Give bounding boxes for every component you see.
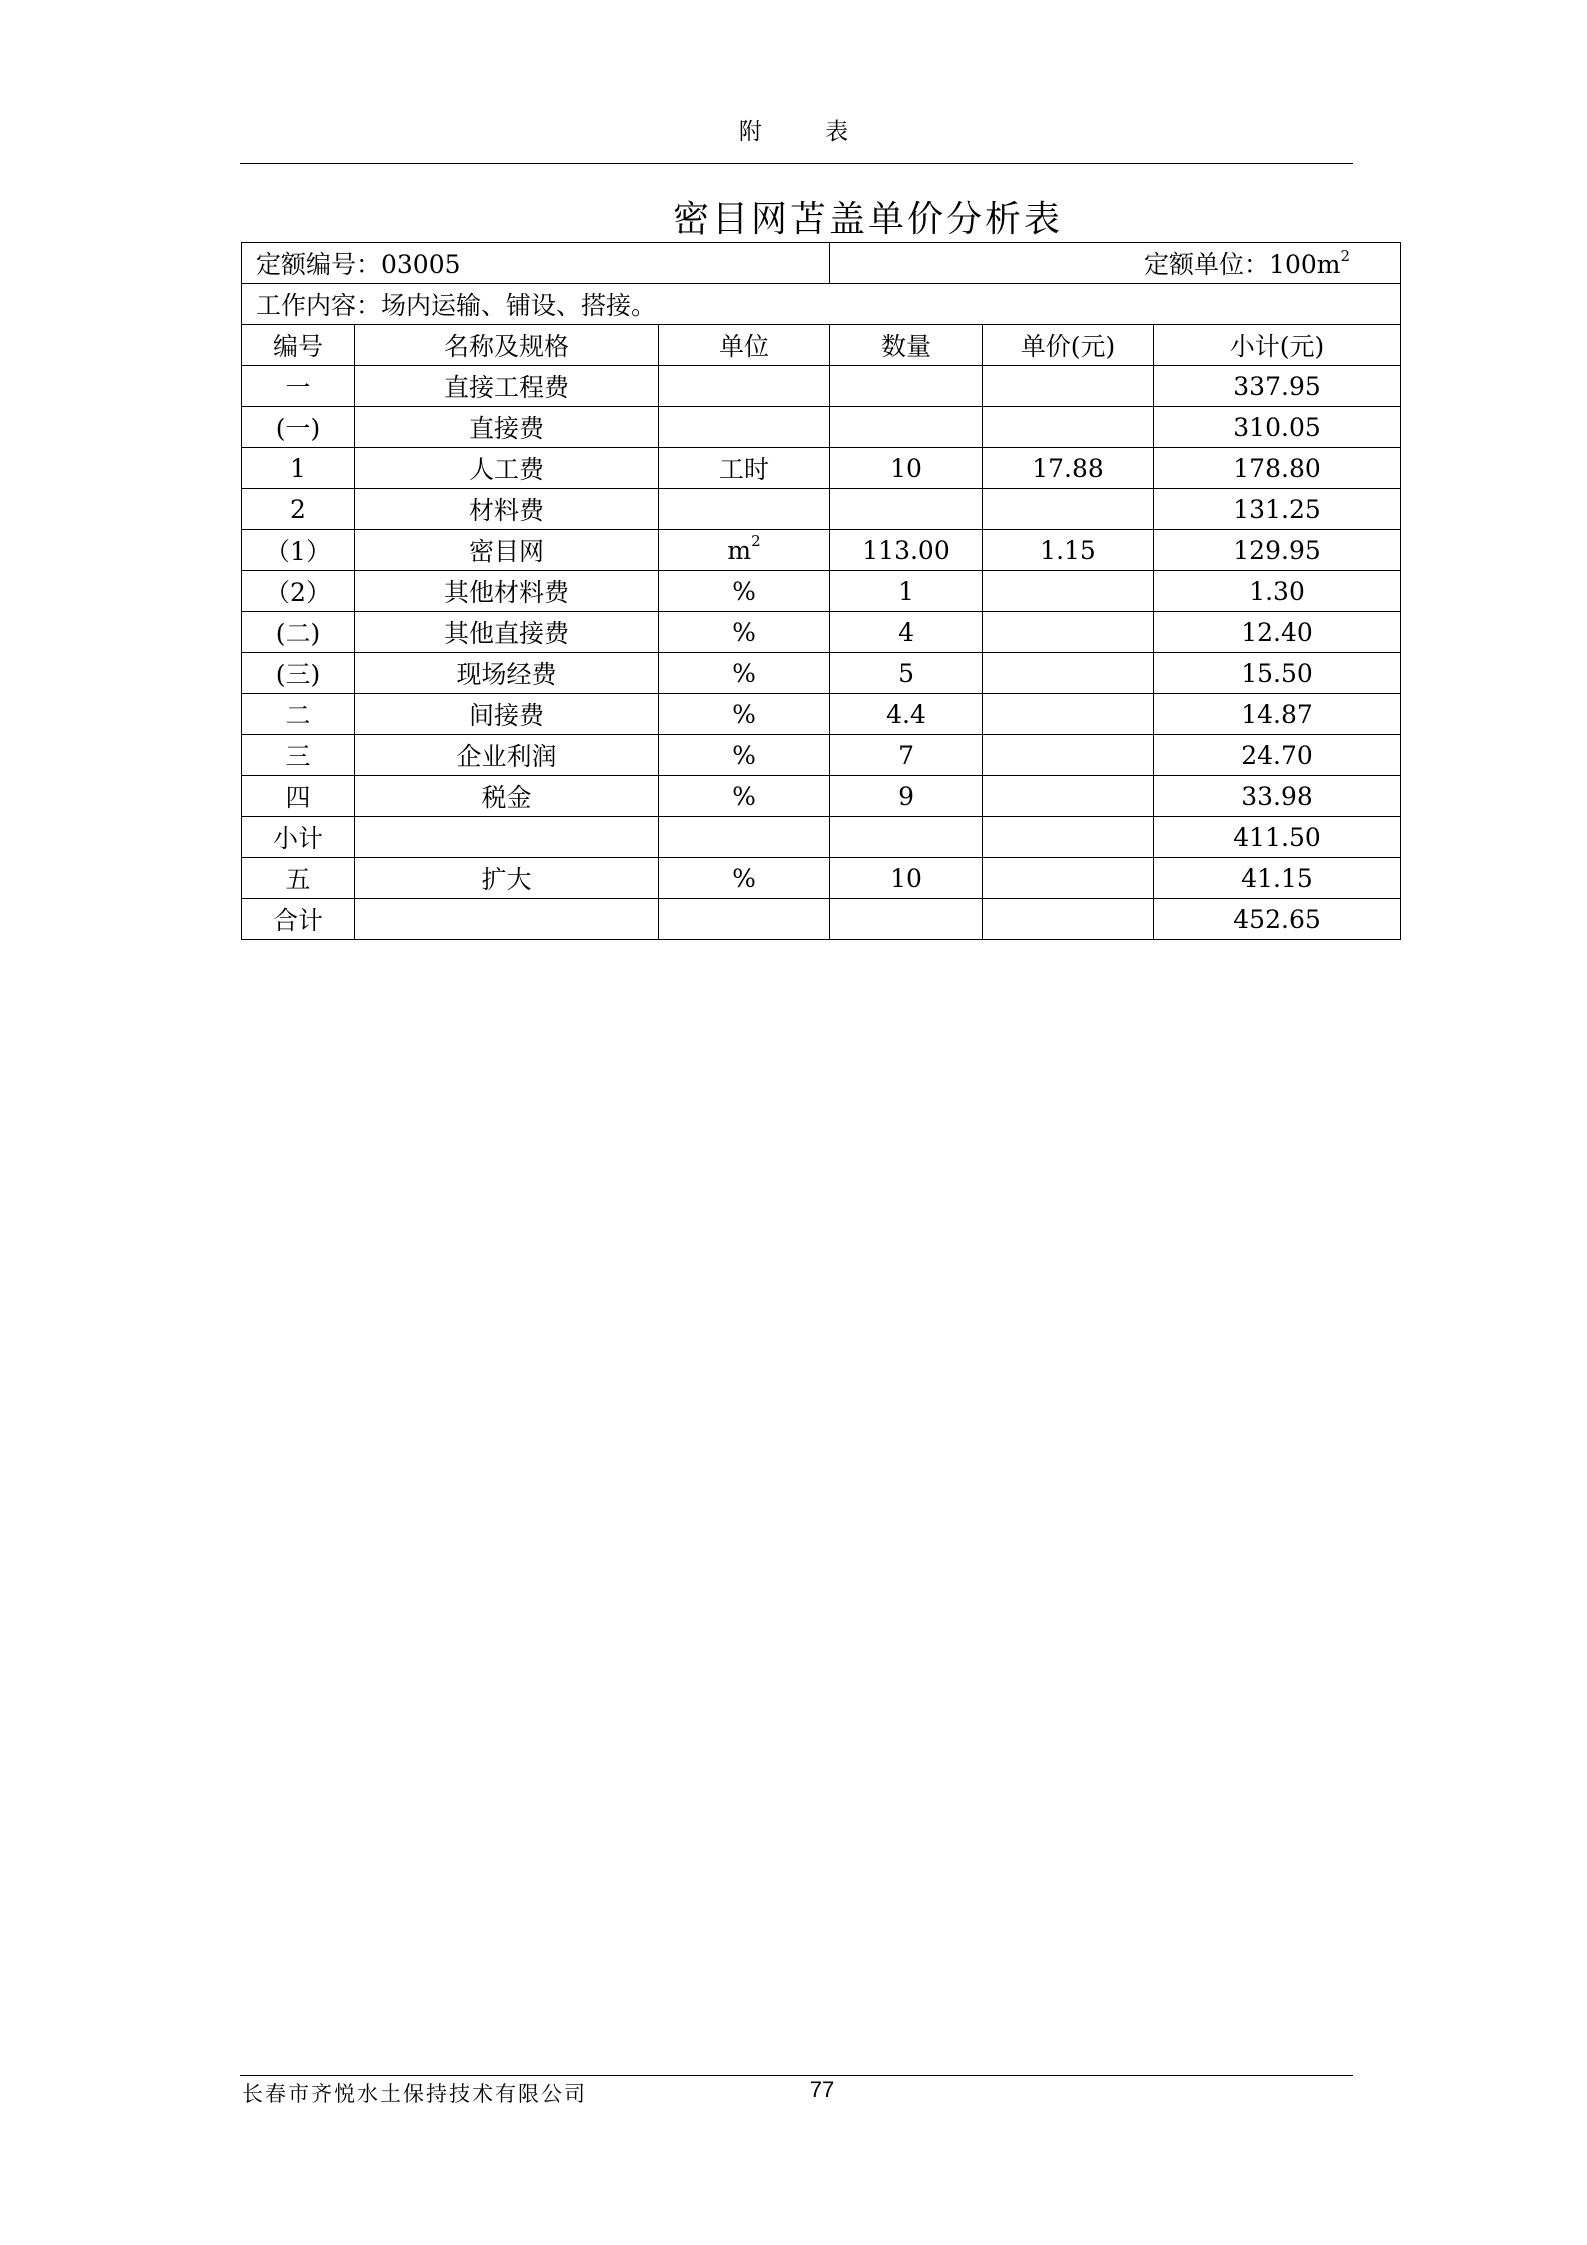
page-number: 77 [809, 2077, 835, 2102]
unit-base: % [732, 617, 756, 647]
cell-quantity: 113.00 [830, 530, 983, 571]
cell-name: 扩大 [355, 858, 659, 899]
table-row [242, 858, 1401, 899]
column-header-name: 名称及规格 [355, 325, 659, 366]
cell-name: 直接工程费 [355, 366, 659, 407]
unit-base: % [732, 781, 756, 811]
table-row [242, 489, 1401, 530]
cell-quantity [830, 407, 983, 448]
table-row [242, 612, 1401, 653]
cell-quantity: 9 [830, 776, 983, 817]
page-header-title: 附 表 [738, 119, 877, 145]
cell-unit [659, 899, 830, 940]
cell-subtotal: 411.50 [1154, 817, 1401, 858]
work-content: 工作内容：场内运输、铺设、搭接。 [242, 284, 1401, 325]
column-header-unit: 单位 [659, 325, 830, 366]
cell-unit-price [983, 817, 1154, 858]
cell-quantity [830, 817, 983, 858]
cell-quantity [830, 489, 983, 530]
table-row [242, 653, 1401, 694]
cell-name: 现场经费 [355, 653, 659, 694]
cell-unit-price [983, 735, 1154, 776]
footer-company-name: 长春市齐悦水土保持技术有限公司 [242, 2082, 587, 2106]
cell-name: 企业利润 [355, 735, 659, 776]
quota-unit [830, 243, 1401, 284]
column-header-no: 编号 [242, 325, 355, 366]
table-row [242, 694, 1401, 735]
cell-unit [659, 653, 830, 694]
cell-unit [659, 776, 830, 817]
cell-no: 三 [242, 735, 355, 776]
meta-row-quota [242, 243, 1401, 284]
quota-unit-superscript: 2 [1340, 246, 1351, 265]
cell-quantity: 4.4 [830, 694, 983, 735]
cell-no: 2 [242, 489, 355, 530]
cell-no: (二) [242, 612, 355, 653]
cell-unit-price: 1.15 [983, 530, 1154, 571]
table-title: 密目网苫盖单价分析表 [672, 199, 1063, 240]
cell-unit-price [983, 571, 1154, 612]
cell-unit [659, 817, 830, 858]
cell-unit [659, 694, 830, 735]
unit-base: % [732, 699, 756, 729]
cell-name: 材料费 [355, 489, 659, 530]
cell-subtotal: 15.50 [1154, 653, 1401, 694]
cell-name [355, 817, 659, 858]
cell-no: 小计 [242, 817, 355, 858]
unit-base: % [732, 863, 756, 893]
table-row [242, 448, 1401, 489]
cell-subtotal: 337.95 [1154, 366, 1401, 407]
column-header-subtotal: 小计(元) [1154, 325, 1401, 366]
cell-subtotal: 1.30 [1154, 571, 1401, 612]
cell-no: 合计 [242, 899, 355, 940]
cell-unit [659, 735, 830, 776]
unit-base: % [732, 576, 756, 606]
table-row [242, 366, 1401, 407]
cell-subtotal: 310.05 [1154, 407, 1401, 448]
cell-unit-price [983, 694, 1154, 735]
cell-unit [659, 858, 830, 899]
cell-subtotal: 131.25 [1154, 489, 1401, 530]
cell-subtotal: 33.98 [1154, 776, 1401, 817]
cell-unit [659, 489, 830, 530]
table-row [242, 817, 1401, 858]
cell-quantity [830, 366, 983, 407]
cell-name: 税金 [355, 776, 659, 817]
table-row [242, 735, 1401, 776]
quota-unit-base: 定额单位：100m [1144, 250, 1341, 279]
unit-base: % [732, 658, 756, 688]
cell-unit-price [983, 612, 1154, 653]
cell-subtotal: 178.80 [1154, 448, 1401, 489]
cell-unit [659, 448, 830, 489]
cell-unit-price [983, 407, 1154, 448]
unit-superscript: 2 [751, 532, 761, 551]
table-row [242, 407, 1401, 448]
unit-base: 工时 [719, 455, 770, 484]
column-header-unit-price: 单价(元) [983, 325, 1154, 366]
cell-no: 五 [242, 858, 355, 899]
cell-subtotal: 129.95 [1154, 530, 1401, 571]
meta-row-work-content [242, 284, 1401, 325]
cell-unit [659, 612, 830, 653]
table-row [242, 571, 1401, 612]
cell-unit-price [983, 858, 1154, 899]
cell-quantity: 10 [830, 448, 983, 489]
cell-no: 1 [242, 448, 355, 489]
cell-subtotal: 14.87 [1154, 694, 1401, 735]
cell-unit-price [983, 653, 1154, 694]
footer-rule [240, 2075, 1353, 2076]
cell-name: 其他材料费 [355, 571, 659, 612]
cell-name: 人工费 [355, 448, 659, 489]
table-row [242, 776, 1401, 817]
cell-no: 四 [242, 776, 355, 817]
unit-base: m [727, 535, 752, 565]
cell-unit-price [983, 366, 1154, 407]
cell-unit-price [983, 899, 1154, 940]
cell-subtotal: 24.70 [1154, 735, 1401, 776]
table-row [242, 530, 1401, 571]
cell-unit-price [983, 489, 1154, 530]
cell-unit [659, 571, 830, 612]
cell-quantity: 4 [830, 612, 983, 653]
cell-quantity [830, 899, 983, 940]
cell-name: 其他直接费 [355, 612, 659, 653]
cell-subtotal: 452.65 [1154, 899, 1401, 940]
cell-name: 密目网 [355, 530, 659, 571]
cell-name: 直接费 [355, 407, 659, 448]
table-body [242, 243, 1401, 940]
cell-no: 二 [242, 694, 355, 735]
cell-unit [659, 530, 830, 571]
column-header-quantity: 数量 [830, 325, 983, 366]
cell-subtotal: 12.40 [1154, 612, 1401, 653]
cell-unit-price: 17.88 [983, 448, 1154, 489]
cell-quantity: 1 [830, 571, 983, 612]
cell-quantity: 10 [830, 858, 983, 899]
cell-subtotal: 41.15 [1154, 858, 1401, 899]
cell-name: 间接费 [355, 694, 659, 735]
table-row [242, 899, 1401, 940]
cell-name [355, 899, 659, 940]
unit-base: % [732, 740, 756, 770]
cell-no: (三) [242, 653, 355, 694]
cell-quantity: 5 [830, 653, 983, 694]
cell-no: （2） [242, 571, 355, 612]
quota-number: 定额编号：03005 [242, 243, 830, 284]
cell-no: 一 [242, 366, 355, 407]
header-rule [240, 163, 1353, 164]
unit-price-analysis-table [241, 242, 1401, 940]
cell-quantity: 7 [830, 735, 983, 776]
cell-no: (一) [242, 407, 355, 448]
column-header-row [242, 325, 1401, 366]
cell-no: （1） [242, 530, 355, 571]
cell-unit [659, 407, 830, 448]
cell-unit-price [983, 776, 1154, 817]
cell-unit [659, 366, 830, 407]
